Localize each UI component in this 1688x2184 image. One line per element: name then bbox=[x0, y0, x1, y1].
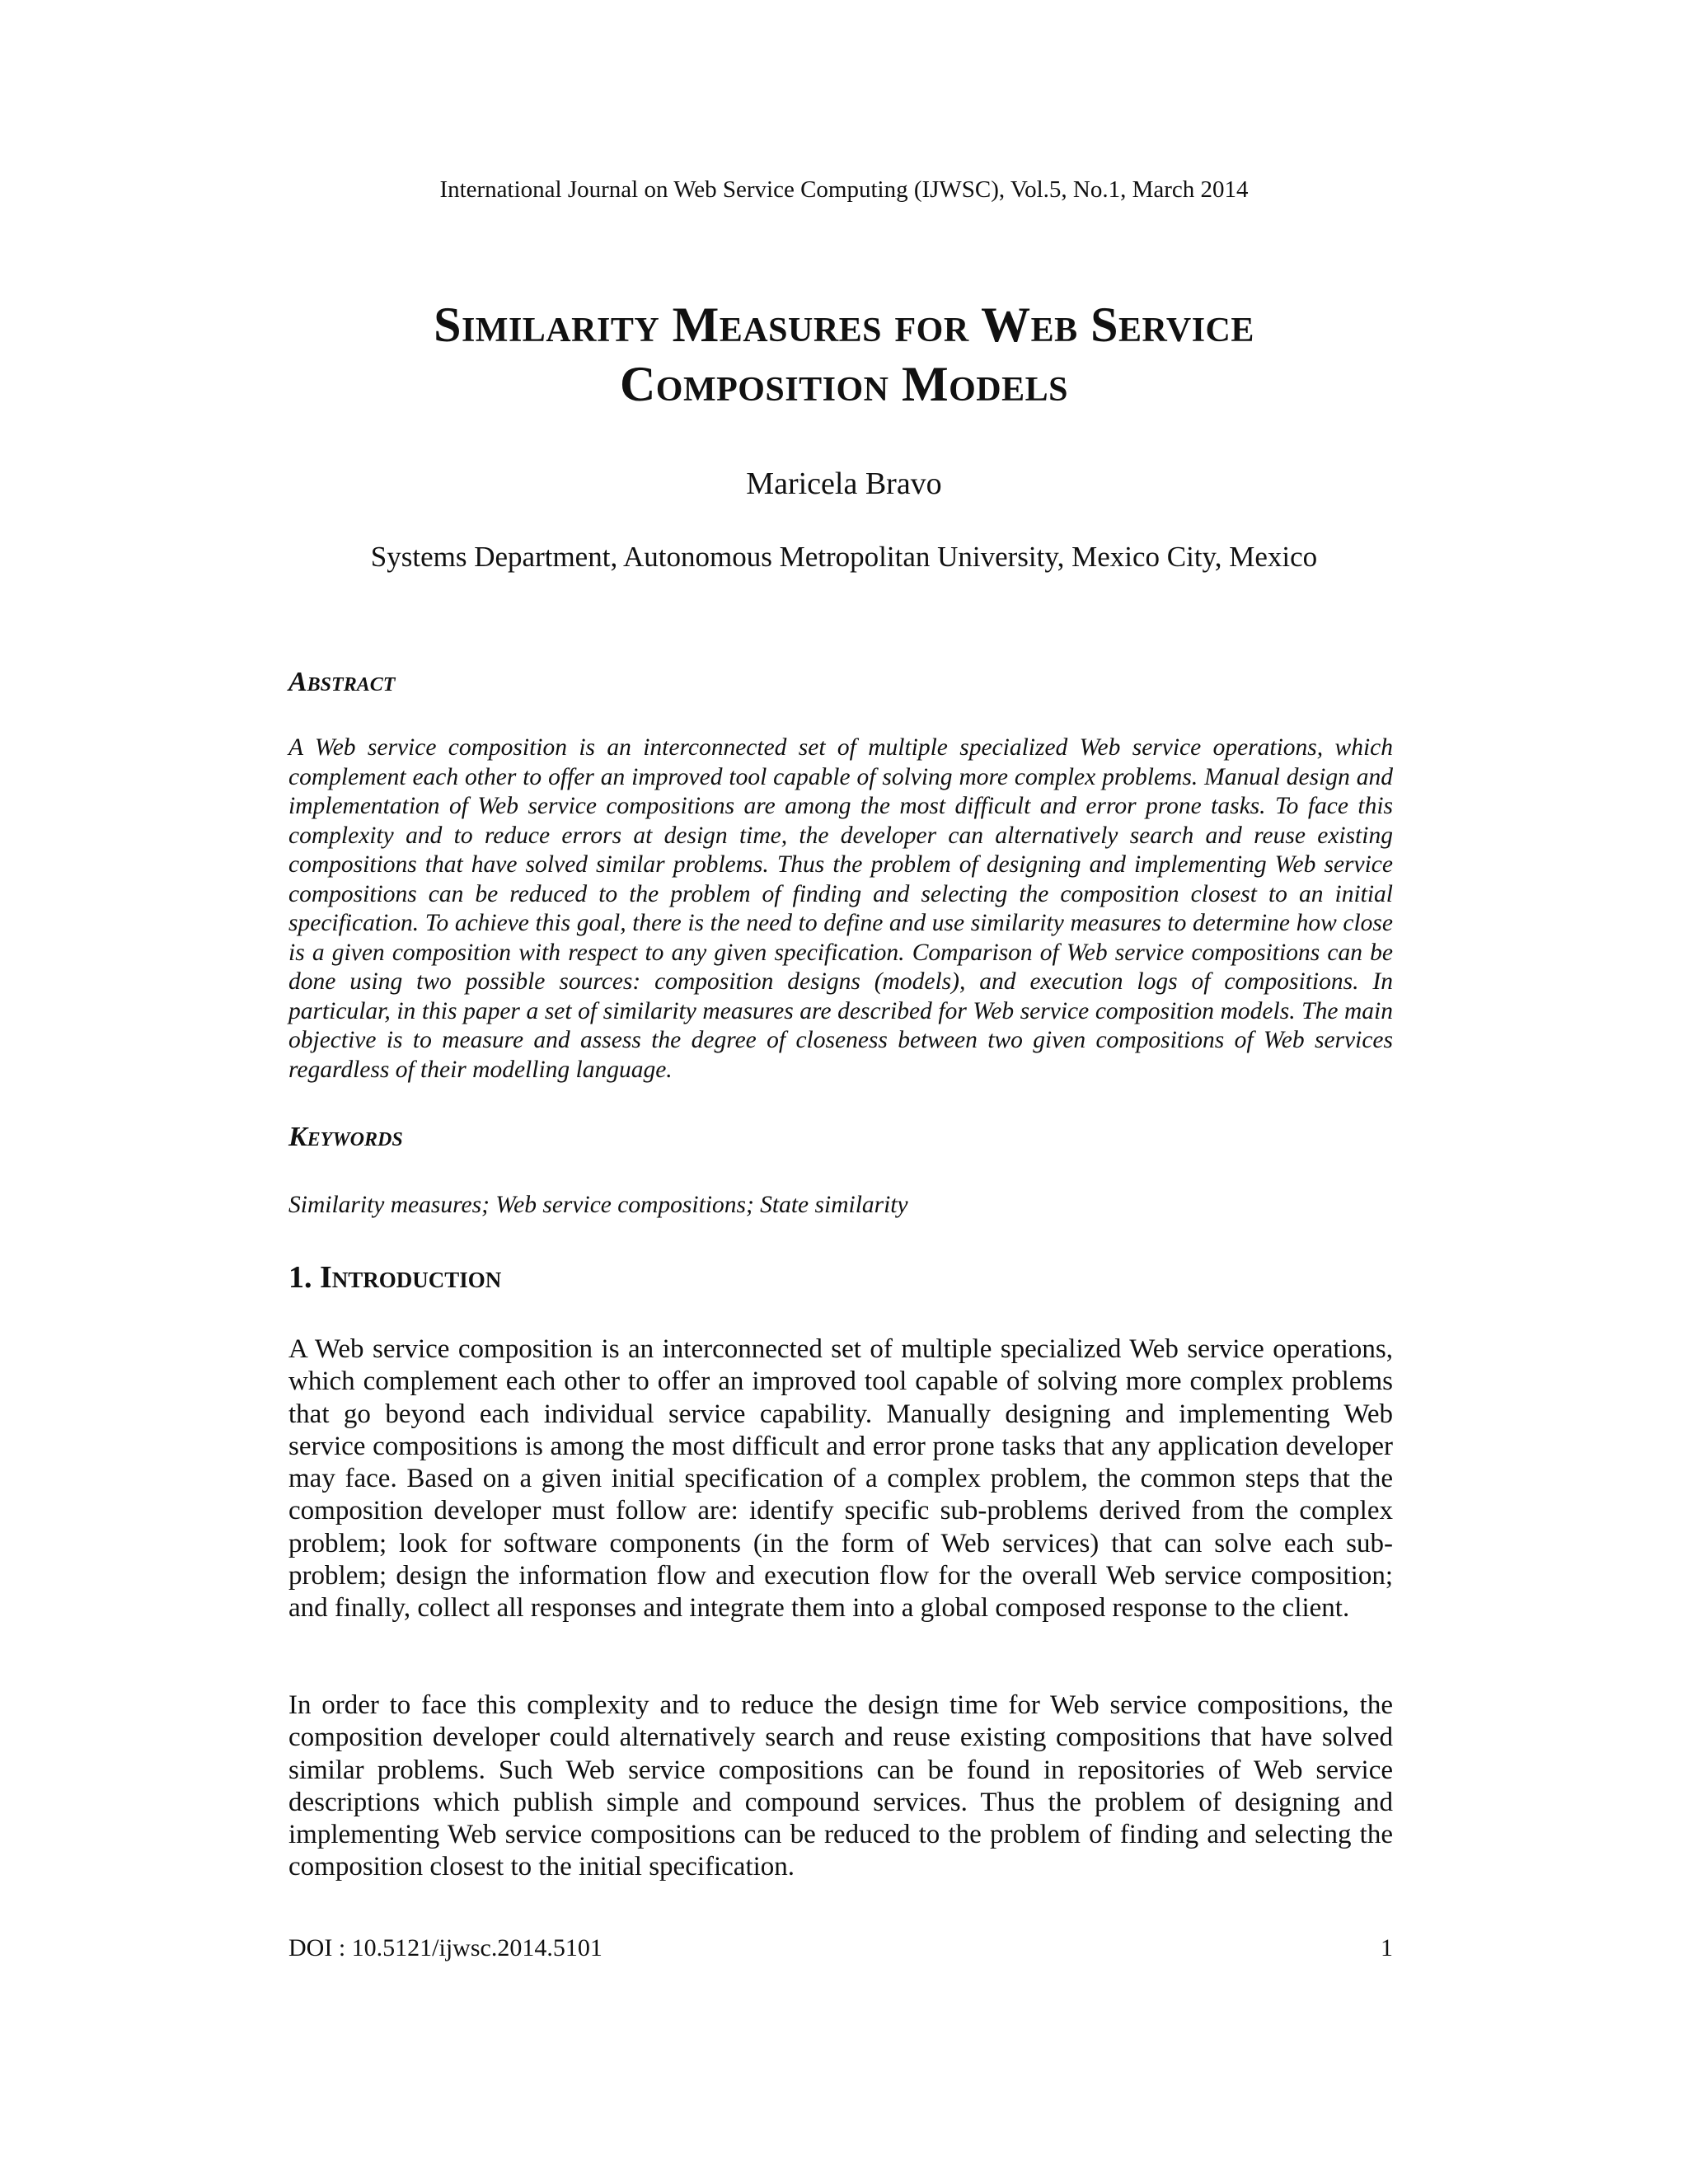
title-line-2: Composition Models bbox=[619, 357, 1069, 411]
keywords-heading: Keywords bbox=[288, 1122, 403, 1152]
page-number: 1 bbox=[1381, 1934, 1393, 1961]
doi-link[interactable]: DOI : 10.5121/ijwsc.2014.5101 bbox=[288, 1934, 603, 1961]
paper-title bbox=[0, 295, 1688, 414]
abstract-text: A Web service composition is an interconnected set of multiple specialized Web service operations, which complement each other to offer an improved tool capable of solving more complex problems. Manual design and implementation of Web service compositions are among the most difficult and error prone tasks. To face this complexity and to reduce errors at design time, the developer can alternatively search and reuse existing compositions that have solved similar problems. Thus the problem of designing and implementing Web service compositions can be reduced to the problem of finding and selecting the composition closest to an initial specification. To achieve this goal, there is the need to define and use similarity measures to determine how close is a given composition with respect to any given specification. Comparison of Web service compositions can be done using two possible sources: composition designs (models), and execution logs of compositions. In particular, in this paper a set of similarity measures are described for Web service composition models. The main objective is to measure and assess the degree of closeness between two given compositions of Web services regardless of their modelling language. bbox=[288, 734, 1393, 1083]
keywords-text: Similarity measures; Web service compositions; State similarity bbox=[288, 1192, 908, 1218]
introduction-heading: 1. Introduction bbox=[288, 1260, 502, 1295]
running-header: International Journal on Web Service Computing (IJWSC), Vol.5, No.1, March 2014 bbox=[439, 176, 1249, 203]
abstract-heading: Abstract bbox=[288, 667, 396, 697]
author-affiliation: Systems Department, Autonomous Metropolitan University, Mexico City, Mexico bbox=[370, 541, 1318, 573]
introduction-paragraph-2: In order to face this complexity and to reduce the design time for Web service compositions, the composition developer could alternatively search and reuse existing compositions that have solved similar problems. Such Web service compositions can be found in repositories of Web service descriptions which publish simple and compound services. Thus the problem of designing and implementing Web service compositions can be reduced to the problem of finding and selecting the composition closest to the initial specification. bbox=[288, 1690, 1393, 1882]
page-footer bbox=[288, 1933, 1393, 1963]
author-name: Maricela Bravo bbox=[746, 466, 942, 501]
title-line-1: Similarity Measures for Web Service bbox=[434, 298, 1254, 352]
introduction-paragraph-1: A Web service composition is an interconnected set of multiple specialized Web service operations, which complement each other to offer an improved tool capable of solving more complex problems that go beyond each individual service capability. Manually designing and implementing Web service compositions is among the most difficult and error prone tasks that any application developer may face. Based on a given initial specification of a complex problem, the common steps that the composition developer must follow are: identify specific sub-problems derived from the complex problem; look for software components (in the form of Web services) that can solve each sub-problem; design the information flow and execution flow for the overall Web service composition; and finally, collect all responses and integrate them into a global composed response to the client. bbox=[288, 1334, 1393, 1624]
